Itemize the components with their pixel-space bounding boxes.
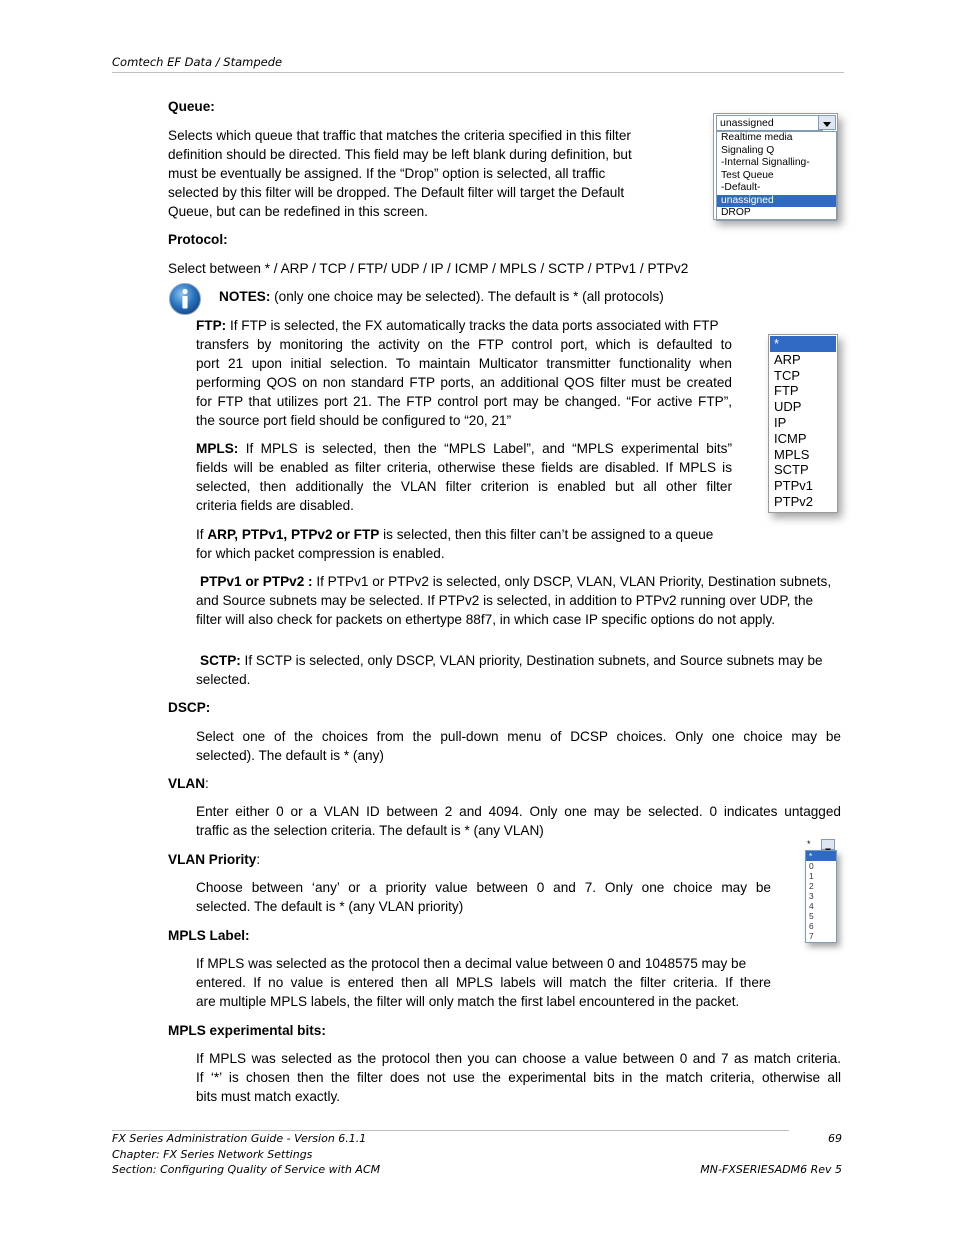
vlan-priority-options bbox=[805, 850, 837, 943]
vlan-heading: VLAN: bbox=[168, 776, 209, 791]
queue-dropdown-arrow[interactable] bbox=[818, 115, 836, 130]
footer-chapter: Chapter: FX Series Network Settings bbox=[112, 1147, 313, 1161]
vlan-priority-dropdown[interactable] bbox=[805, 839, 837, 943]
protocol-options bbox=[770, 336, 836, 510]
dscp-paragraph: Select one of the choices from the pull-down menu of DCSP choices. Only one choice may be selected). The default is * (any) bbox=[196, 729, 841, 763]
vlan-priority-paragraph: Choose between ‘any’ or a priority value between 0 and 7. Only one choice may be selected. The default is * (any VLAN priority) bbox=[196, 880, 771, 914]
arp-paragraph: If ARP, PTPv1, PTPv2 or FTP is selected, then this filter can’t be assigned to a queue for which packet compression is enabled. bbox=[196, 527, 714, 561]
protocol-option[interactable]: MPLS bbox=[774, 446, 810, 462]
queue-dropdown-value[interactable]: unassigned bbox=[716, 115, 823, 131]
mpls-exp-heading: MPLS experimental bits: bbox=[168, 1023, 326, 1038]
mpls-label-heading: MPLS Label: bbox=[168, 928, 250, 943]
queue-option[interactable]: DROP bbox=[721, 207, 751, 218]
footer-section: Section: Configuring Quality of Service with ACM bbox=[112, 1163, 381, 1176]
queue-option[interactable]: Realtime media bbox=[721, 132, 793, 143]
protocol-notes: NOTES: (only one choice may be selected). The default is * (all protocols) bbox=[219, 289, 664, 304]
mpls-paragraph: MPLS: If MPLS is selected, then the “MPLS Label”, and “MPLS experimental bits” fields will be enabled as filter criteria, otherwise these fields are disabled. If MPLS is selected, then additionally the VLAN filter criterion is enabled but all other filter criteria fields are disabled. bbox=[196, 441, 732, 513]
protocol-heading: Protocol: bbox=[168, 232, 228, 247]
vlan-priority-option[interactable]: 5 bbox=[809, 911, 814, 921]
protocol-option[interactable]: PTPv1 bbox=[774, 478, 814, 494]
protocol-list[interactable] bbox=[768, 334, 838, 513]
vlan-priority-option[interactable]: 6 bbox=[809, 921, 814, 931]
vlan-priority-option[interactable]: 7 bbox=[809, 931, 814, 941]
footer-left bbox=[112, 1131, 380, 1178]
mpls-exp-paragraph: If MPLS was selected as the protocol then you can choose a value between 0 and 7 as match criteria. If ‘*’ is chosen then the filter does not use the experimental bits in the match criteria, otherwise all bits must match exactly. bbox=[196, 1051, 841, 1104]
protocol-option[interactable]: PTPv2 bbox=[774, 493, 814, 509]
sctp-paragraph: SCTP: If SCTP is selected, only DSCP, VLAN priority, Destination subnets, and Source subnets may be selected. bbox=[196, 653, 823, 687]
protocol-option[interactable]: FTP bbox=[774, 383, 799, 399]
queue-dropdown[interactable] bbox=[713, 113, 838, 220]
queue-option[interactable]: Test Queue bbox=[721, 169, 774, 181]
queue-heading: Queue: bbox=[168, 99, 215, 114]
protocol-option[interactable]: IP bbox=[774, 414, 787, 430]
protocol-option[interactable]: UDP bbox=[774, 399, 802, 415]
queue-option[interactable]: -Internal Signalling- bbox=[721, 157, 810, 168]
vlan-priority-value[interactable]: * bbox=[807, 839, 811, 849]
vlan-priority-option[interactable]: 0 bbox=[809, 861, 814, 871]
queue-option[interactable]: -Default- bbox=[721, 182, 761, 193]
queue-options-list bbox=[716, 131, 837, 221]
ftp-paragraph: FTP: If FTP is selected, the FX automatically tracks the data ports associated with FTP transfers by monitoring the activity on the FTP control port, which is defaulted to port 21 upon initial selection. To maintain Multicator transmitter functionality when performing QOS on non standard FTP ports, an additional QOS filter must be created for FTP that utilizes port 21. The FTP control port may be changed. “For active FTP”, the source port field should be configured to “20, 21” bbox=[196, 318, 732, 428]
vlan-priority-option[interactable]: 3 bbox=[809, 891, 814, 901]
vlan-priority-option-selected[interactable]: * bbox=[806, 851, 836, 861]
vlan-priority-option[interactable]: 4 bbox=[809, 901, 814, 911]
vlan-paragraph: Enter either 0 or a VLAN ID between 2 and 4094. Only one may be selected. 0 indicates untagged traffic as the selection criteria. The default is * (any VLAN) bbox=[196, 804, 841, 838]
vlan-priority-option[interactable]: 2 bbox=[809, 881, 814, 891]
vlan-priority-option[interactable]: 1 bbox=[809, 871, 814, 881]
running-header: Comtech EF Data / Stampede bbox=[112, 55, 283, 69]
queue-paragraph: Selects which queue that traffic that matches the criteria specified in this filter definition should be directed. This field may be left blank during definition, but must be eventually be assigned. If the “Drop” option is selected, all traffic selected by this filter will be dropped. The Default filter will target the Default Queue, but can be redefined in this screen. bbox=[168, 128, 632, 219]
protocol-option-selected[interactable]: * bbox=[770, 336, 836, 352]
info-icon bbox=[168, 282, 202, 316]
page-number: 69 bbox=[828, 1132, 842, 1145]
footer-right bbox=[700, 1131, 842, 1178]
protocol-select-line: Select between * / ARP / TCP / FTP/ UDP / IP / ICMP / MPLS / SCTP / PTPv1 / PTPv2 bbox=[168, 261, 689, 276]
vlan-priority-heading: VLAN Priority: bbox=[168, 852, 261, 867]
queue-option[interactable]: Signaling Q bbox=[721, 144, 775, 156]
protocol-option[interactable]: ICMP bbox=[774, 430, 807, 446]
dscp-heading: DSCP: bbox=[168, 700, 211, 715]
document-number: MN-FXSERIESADM6 Rev 5 bbox=[700, 1163, 842, 1176]
protocol-option[interactable]: ARP bbox=[774, 351, 801, 367]
footer-guide: FX Series Administration Guide - Version 6.1.1 bbox=[112, 1132, 367, 1145]
protocol-option[interactable]: SCTP bbox=[774, 462, 809, 478]
ptp-paragraph: PTPv1 or PTPv2 : If PTPv1 or PTPv2 is selected, only DSCP, VLAN, VLAN Priority, Destination subnets, and Source subnets may be selected. If PTPv2 is selected, in addition to PTPv2 running over UDP, the filter will also check for packets on ethertype 88f7, in which case IP specific options do not apply. bbox=[196, 574, 832, 627]
mpls-label-paragraph: If MPLS was selected as the protocol then a decimal value between 0 and 1048575 may be entered. If no value is entered then all MPLS labels will match the filter criteria. If there are multiple MPLS labels, the filter will only match the first label encountered in the packet. bbox=[196, 956, 771, 1009]
chevron-down-icon bbox=[819, 118, 835, 131]
queue-option-selected[interactable]: unassigned bbox=[717, 195, 836, 208]
header-rule bbox=[112, 72, 844, 73]
protocol-option[interactable]: TCP bbox=[774, 367, 800, 383]
vlan-priority-arrow[interactable] bbox=[821, 839, 835, 850]
